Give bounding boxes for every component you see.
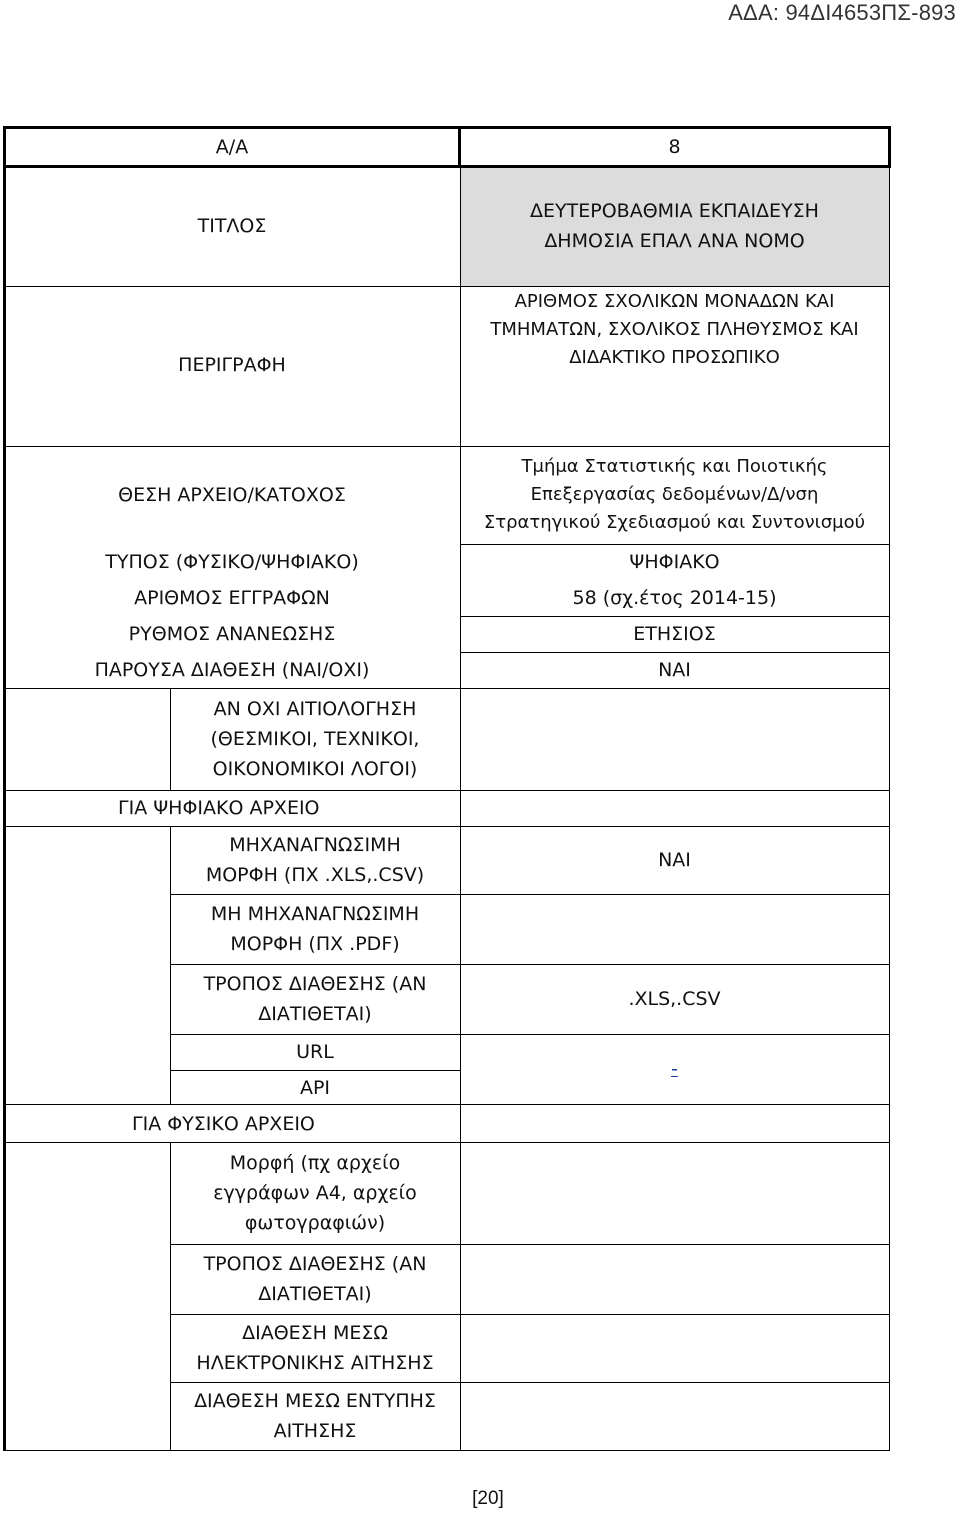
- records-label: ΑΡΙΘΜΟΣ ΕΓΓΡΑΦΩΝ: [134, 587, 330, 609]
- physical-header-label: ΓΙΑ ΦΥΣΙΚΟ ΑΡΧΕΙΟ: [132, 1113, 315, 1135]
- non-machine-readable-line-2: ΜΟΡΦΗ (ΠΧ .PDF): [230, 933, 400, 955]
- border-aa-bottom: [3, 165, 891, 168]
- machine-readable-line-1: ΜΗΧΑΝΑΓΝΩΣΙΜΗ: [229, 834, 401, 856]
- records-value: 58 (σχ.έτος 2014-15): [572, 587, 777, 609]
- printed-line-1: ΔΙΑΘΕΣΗ ΜΕΣΩ ΕΝΤΥΠΗΣ: [194, 1390, 436, 1412]
- refresh-label: ΡΥΘΜΟΣ ΑΝΑΝΕΩΣΗΣ: [128, 623, 336, 645]
- hline-544: [460, 544, 890, 545]
- printed-label: [170, 1382, 460, 1450]
- description-line-1: ΑΡΙΘΜΟΣ ΣΧΟΛΙΚΩΝ ΜΟΝΑΔΩΝ ΚΑΙ: [514, 291, 835, 312]
- printed-line-2: ΑΙΤΗΣΗΣ: [273, 1420, 357, 1442]
- electronic-line-2: ΗΛΕΚΤΡΟΝΙΚΗΣ ΑΙΤΗΣΗΣ: [196, 1352, 434, 1374]
- title-label: ΤΙΤΛΟΣ: [197, 215, 267, 237]
- machine-readable-line-2: ΜΟΡΦΗ (ΠΧ .XLS,.CSV): [205, 864, 425, 886]
- hline-1314: [170, 1314, 890, 1315]
- hline-1142: [4, 1142, 890, 1143]
- method-digital-line-1: ΤΡΟΠΟΣ ΔΙΑΘΕΣΗΣ (ΑΝ: [203, 973, 427, 995]
- url-value-cell: [460, 1034, 889, 1104]
- non-machine-readable-label: [170, 894, 460, 964]
- api-label: API: [299, 1077, 331, 1099]
- border-right: [888, 126, 891, 167]
- location-line-1: Τμήμα Στατιστικής και Ποιοτικής: [521, 456, 828, 477]
- method-physical-line-1: ΤΡΟΠΟΣ ΔΙΑΘΕΣΗΣ (ΑΝ: [203, 1253, 427, 1275]
- aa-label: Α/Α: [215, 135, 249, 158]
- hline-1104: [4, 1104, 890, 1105]
- page-number: [20]: [472, 1488, 504, 1509]
- location-line-3: Στρατηγικού Σχεδιασμού και Συντονισμού: [483, 512, 866, 533]
- electronic-label: [170, 1314, 460, 1382]
- title-value: [460, 166, 889, 286]
- subcol-divider-3: [170, 1142, 171, 1450]
- border-top: [3, 126, 891, 129]
- method-physical-label: [170, 1244, 460, 1314]
- hline-446: [4, 446, 890, 447]
- aa-value: 8: [668, 135, 681, 158]
- location-value: [460, 446, 889, 544]
- form-line-3: φωτογραφιών): [244, 1212, 386, 1234]
- description-line-2: ΤΜΗΜΑΤΩΝ, ΣΧΟΛΙΚΟΣ ΠΛΗΘΥΣΜΟΣ ΚΑΙ: [490, 319, 859, 340]
- subcol-divider-2: [170, 826, 171, 1104]
- reason-line-3: ΟΙΚΟΝΟΜΙΚΟΙ ΛΟΓΟΙ): [212, 758, 418, 780]
- location-label: ΘΕΣΗ ΑΡΧΕΙΟ/ΚΑΤΟΧΟΣ: [118, 484, 346, 506]
- bottom-edge: [3, 1450, 890, 1451]
- description-value: [460, 286, 889, 446]
- right-edge: [889, 166, 890, 1451]
- form-label: [170, 1142, 460, 1244]
- hline-616: [460, 616, 890, 617]
- url-link[interactable]: -: [671, 1058, 678, 1080]
- reason-line-2: (ΘΕΣΜΙΚΟΙ, ΤΕΧΝΙΚΟΙ,: [210, 728, 420, 750]
- form-line-2: εγγράφων Α4, αρχείο: [213, 1182, 417, 1204]
- hline-1034: [170, 1034, 890, 1035]
- url-label: URL: [296, 1041, 334, 1063]
- hline-790: [4, 790, 890, 791]
- hline-826: [4, 826, 890, 827]
- description-line-3: ΔΙΔΑΚΤΙΚΟ ΠΡΟΣΩΠΙΚΟ: [569, 347, 780, 368]
- ada-code: ΑΔΑ: 94ΔΙ4653ΠΣ-893: [728, 0, 956, 25]
- machine-readable-value: ΝΑΙ: [658, 849, 691, 871]
- non-machine-readable-line-1: ΜΗ ΜΗΧΑΝΑΓΝΩΣΙΜΗ: [210, 903, 420, 925]
- availability-label: ΠΑΡΟΥΣΑ ΔΙΑΘΕΣΗ (ΝΑΙ/ΟΧΙ): [94, 659, 370, 681]
- hline-1070: [170, 1070, 460, 1071]
- machine-readable-label: [170, 826, 460, 894]
- method-digital-label: [170, 964, 460, 1034]
- method-digital-line-2: ΔΙΑΤΙΘΕΤΑΙ): [258, 1003, 372, 1025]
- method-digital-value: .XLS,.CSV: [628, 988, 721, 1010]
- hline-652: [460, 652, 890, 653]
- title-line-1: ΔΕΥΤΕΡΟΒΑΘΜΙΑ ΕΚΠΑΙΔΕΥΣΗ: [530, 200, 819, 222]
- hline-964: [170, 964, 890, 965]
- reason-label: [170, 688, 460, 790]
- electronic-line-1: ΔΙΑΘΕΣΗ ΜΕΣΩ: [242, 1322, 388, 1344]
- location-line-2: Επεξεργασίας δεδομένων/Δ/νση: [530, 484, 819, 505]
- reason-line-1: ΑΝ ΟΧΙ ΑΙΤΙΟΛΟΓΗΣΗ: [213, 698, 417, 720]
- border-left: [3, 126, 6, 1451]
- method-physical-line-2: ΔΙΑΤΙΘΕΤΑΙ): [258, 1283, 372, 1305]
- refresh-value: ΕΤΗΣΙΟΣ: [633, 623, 716, 645]
- hline-688: [4, 688, 890, 689]
- description-label: ΠΕΡΙΓΡΑΦΗ: [178, 354, 286, 376]
- hline-1244: [170, 1244, 890, 1245]
- hline-1382: [170, 1382, 890, 1383]
- form-line-1: Μορφή (πχ αρχείο: [229, 1152, 401, 1174]
- availability-value: ΝΑΙ: [658, 659, 691, 681]
- type-label: ΤΥΠΟΣ (ΦΥΣΙΚΟ/ΨΗΦΙΑΚΟ): [105, 551, 359, 573]
- col-divider: [460, 166, 461, 1451]
- subcol-divider-1: [170, 688, 171, 790]
- hline-894: [170, 894, 890, 895]
- border-aa-divider: [458, 126, 461, 167]
- type-value: ΨΗΦΙΑΚΟ: [629, 551, 720, 573]
- hline-286: [4, 286, 890, 287]
- title-line-2: ΔΗΜΟΣΙΑ ΕΠΑΛ ΑΝΑ ΝΟΜΟ: [544, 230, 805, 252]
- digital-header-label: ΓΙΑ ΨΗΦΙΑΚΟ ΑΡΧΕΙΟ: [118, 797, 320, 819]
